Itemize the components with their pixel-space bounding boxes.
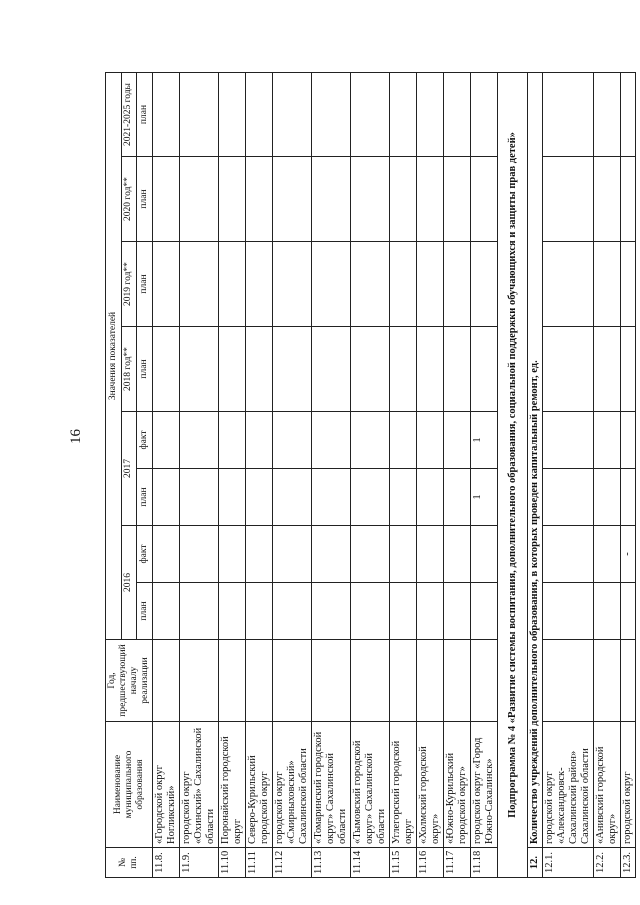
row-num: 11.14 [351, 848, 390, 878]
cell-2016-fact: - [621, 526, 636, 583]
header-name: Наименование муниципального образования [106, 722, 153, 848]
table-row [417, 73, 444, 878]
cell-2016-plan [351, 583, 390, 640]
cell-plan [444, 157, 471, 242]
cell-2017-fact [312, 412, 351, 469]
cell-empty [621, 157, 636, 242]
cell-2017-plan [351, 469, 390, 526]
table-row [594, 73, 621, 878]
cell-plan [246, 157, 273, 242]
cell-plan [246, 73, 273, 157]
cell-year [471, 640, 498, 722]
row-name: «Томаринский городской округ» Сахалинской области [312, 722, 351, 848]
table-row [543, 73, 594, 878]
cell-plan [180, 157, 219, 242]
header-2017: 2017 [121, 412, 137, 526]
cell-2017-fact [246, 412, 273, 469]
cell-2017-plan [444, 469, 471, 526]
table-row [444, 73, 471, 878]
cell-2016-plan [273, 583, 312, 640]
cell-plan [273, 157, 312, 242]
cell-2017-plan [180, 469, 219, 526]
cell-2016-plan [417, 583, 444, 640]
table-row [153, 73, 180, 878]
row-name: городской округ [621, 722, 636, 848]
cell-plan [273, 73, 312, 157]
cell-year [417, 640, 444, 722]
row-num: 11.17 [444, 848, 471, 878]
cell-plan [417, 157, 444, 242]
cell-year [180, 640, 219, 722]
cell-plan [471, 242, 498, 327]
header-plan: план [137, 242, 153, 327]
cell-plan [180, 327, 219, 412]
table-row [180, 73, 219, 878]
cell-plan [153, 157, 180, 242]
cell-2017-fact [153, 412, 180, 469]
header-2021: 2021-2025 годы [121, 73, 137, 157]
header-fact: факт [137, 412, 153, 469]
row-name: Углегорский городской округ [390, 722, 417, 848]
row-num: 12.3. [621, 848, 636, 878]
cell-plan [219, 242, 246, 327]
cell-plan [351, 327, 390, 412]
cell-year [444, 640, 471, 722]
row-num: 11.15 [390, 848, 417, 878]
cell-empty [594, 73, 621, 157]
cell-2016-plan [153, 583, 180, 640]
cell-2016-plan [444, 583, 471, 640]
header-plan: план [137, 73, 153, 157]
cell-plan [219, 327, 246, 412]
row-num: 12.2. [594, 848, 621, 878]
row-name: городской округ «Александровск-Сахалинский район» Сахалинской области [543, 722, 594, 848]
header-2018: 2018 год** [121, 327, 137, 412]
header-plan: план [137, 327, 153, 412]
cell-2017-plan: 1 [471, 469, 498, 526]
cell-2016-fact [471, 526, 498, 583]
cell-2016-plan [180, 583, 219, 640]
cell-year [219, 640, 246, 722]
cell-year [153, 640, 180, 722]
cell-plan [444, 327, 471, 412]
header-2016: 2016 [121, 526, 137, 640]
cell-empty [594, 469, 621, 526]
page-number: 16 [68, 429, 84, 444]
cell-2017-fact [273, 412, 312, 469]
cell-2016-plan [312, 583, 351, 640]
cell-2017-fact [180, 412, 219, 469]
cell-plan [390, 242, 417, 327]
header-2020: 2020 год** [121, 157, 137, 242]
row-num: 12.1. [543, 848, 594, 878]
header-2019: 2019 год** [121, 242, 137, 327]
cell-plan [351, 73, 390, 157]
indicator-title: Количество учреждений дополнительного образования, в которых проведен капитальный ремонт, ед. [528, 73, 543, 848]
cell-plan [351, 157, 390, 242]
table-row [351, 73, 390, 878]
row-name: городской округ «Город Южно-Сахалинск» [471, 722, 498, 848]
cell-2017-fact [219, 412, 246, 469]
cell-empty [543, 242, 594, 327]
cell-empty [621, 73, 636, 157]
cell-plan [351, 242, 390, 327]
row-num: 11.8. [153, 848, 180, 878]
cell-2017-fact [444, 412, 471, 469]
cell-plan [444, 242, 471, 327]
cell-2017-fact [390, 412, 417, 469]
cell-plan [312, 73, 351, 157]
cell-2016-plan [543, 583, 594, 640]
cell-plan [471, 327, 498, 412]
row-name: «Холмский городской округ» [417, 722, 444, 848]
cell-empty [543, 412, 594, 469]
table-row [219, 73, 246, 878]
header-values: Значения показателей [106, 73, 122, 640]
cell-plan [471, 73, 498, 157]
cell-plan [246, 327, 273, 412]
row-name: «Городской округ Ногликский» [153, 722, 180, 848]
cell-2016-fact [444, 526, 471, 583]
row-name: «Тымовский городской округ» Сахалинской области [351, 722, 390, 848]
row-num: 11.13 [312, 848, 351, 878]
cell-plan [417, 327, 444, 412]
cell-empty [543, 469, 594, 526]
cell-empty [621, 242, 636, 327]
cell-2017-fact: 1 [471, 412, 498, 469]
cell-plan [471, 157, 498, 242]
cell-2016-fact [390, 526, 417, 583]
cell-2016-fact [417, 526, 444, 583]
cell-plan [246, 242, 273, 327]
cell-2017-plan [390, 469, 417, 526]
cell-2016-fact [273, 526, 312, 583]
table-row [312, 73, 351, 878]
header-fact: факт [137, 526, 153, 583]
cell-year [543, 640, 594, 722]
cell-year [351, 640, 390, 722]
cell-empty [543, 73, 594, 157]
table-row [621, 73, 636, 878]
cell-year [312, 640, 351, 722]
cell-2016-plan [621, 583, 636, 640]
cell-2016-fact [594, 526, 621, 583]
row-name: «Южно-Курильский городской округ» [444, 722, 471, 848]
cell-2016-plan [390, 583, 417, 640]
cell-empty [543, 327, 594, 412]
cell-plan [219, 157, 246, 242]
cell-empty [594, 157, 621, 242]
cell-plan [417, 242, 444, 327]
cell-2016-fact [246, 526, 273, 583]
cell-plan [312, 242, 351, 327]
indicator-num: 12. [528, 848, 543, 878]
header-plan: план [137, 469, 153, 526]
row-num: 11.16 [417, 848, 444, 878]
cell-2017-plan [417, 469, 444, 526]
cell-plan [390, 73, 417, 157]
cell-empty [621, 469, 636, 526]
cell-empty [621, 327, 636, 412]
row-name: «Анивский городской округ» [594, 722, 621, 848]
cell-plan [312, 327, 351, 412]
cell-year [273, 640, 312, 722]
cell-2016-fact [312, 526, 351, 583]
header-plan: план [137, 583, 153, 640]
cell-year [390, 640, 417, 722]
cell-plan [444, 73, 471, 157]
header-num: № пп. [106, 848, 153, 878]
header-year: Год, предшествующий началу реализации [106, 640, 153, 722]
row-name: Северо-Курильский городской округ [246, 722, 273, 848]
indicators-table [105, 72, 636, 878]
cell-plan [390, 327, 417, 412]
cell-plan [180, 242, 219, 327]
cell-empty [621, 412, 636, 469]
cell-2016-fact [543, 526, 594, 583]
subprogram-title: Подпрограмма № 4 «Развитие системы воспитания, дополнительного образования, социальной поддержки обучающихся и защиты прав детей» [498, 73, 528, 878]
cell-plan [219, 73, 246, 157]
cell-2016-fact [153, 526, 180, 583]
cell-plan [417, 73, 444, 157]
table-row [273, 73, 312, 878]
cell-plan [153, 242, 180, 327]
cell-plan [180, 73, 219, 157]
cell-2017-plan [312, 469, 351, 526]
cell-2016-plan [594, 583, 621, 640]
cell-plan [312, 157, 351, 242]
cell-year [621, 640, 636, 722]
cell-2016-fact [180, 526, 219, 583]
rotated-table-wrapper [105, 73, 633, 878]
cell-2017-plan [246, 469, 273, 526]
table-row [246, 73, 273, 878]
cell-empty [594, 327, 621, 412]
cell-2017-plan [153, 469, 180, 526]
cell-empty [594, 242, 621, 327]
cell-plan [153, 327, 180, 412]
cell-plan [273, 242, 312, 327]
table-row [471, 73, 498, 878]
header-plan: план [137, 157, 153, 242]
cell-2017-fact [351, 412, 390, 469]
row-name: городской округ «Смирныховский» Сахалинской области [273, 722, 312, 848]
cell-empty [543, 157, 594, 242]
row-num: 11.10 [219, 848, 246, 878]
row-num: 11.11 [246, 848, 273, 878]
table-row [390, 73, 417, 878]
row-name: Поронайский городской округ [219, 722, 246, 848]
cell-year [594, 640, 621, 722]
cell-2016-plan [219, 583, 246, 640]
row-name: городской округ «Охинский» Сахалинской области [180, 722, 219, 848]
cell-2017-fact [417, 412, 444, 469]
cell-2016-plan [246, 583, 273, 640]
cell-2017-plan [273, 469, 312, 526]
cell-2016-fact [351, 526, 390, 583]
cell-plan [153, 73, 180, 157]
cell-2016-fact [219, 526, 246, 583]
row-num: 11.18 [471, 848, 498, 878]
cell-2017-plan [219, 469, 246, 526]
row-num: 11.12 [273, 848, 312, 878]
cell-year [246, 640, 273, 722]
row-num: 11.9. [180, 848, 219, 878]
cell-plan [273, 327, 312, 412]
cell-empty [594, 412, 621, 469]
cell-plan [390, 157, 417, 242]
cell-2016-plan [471, 583, 498, 640]
